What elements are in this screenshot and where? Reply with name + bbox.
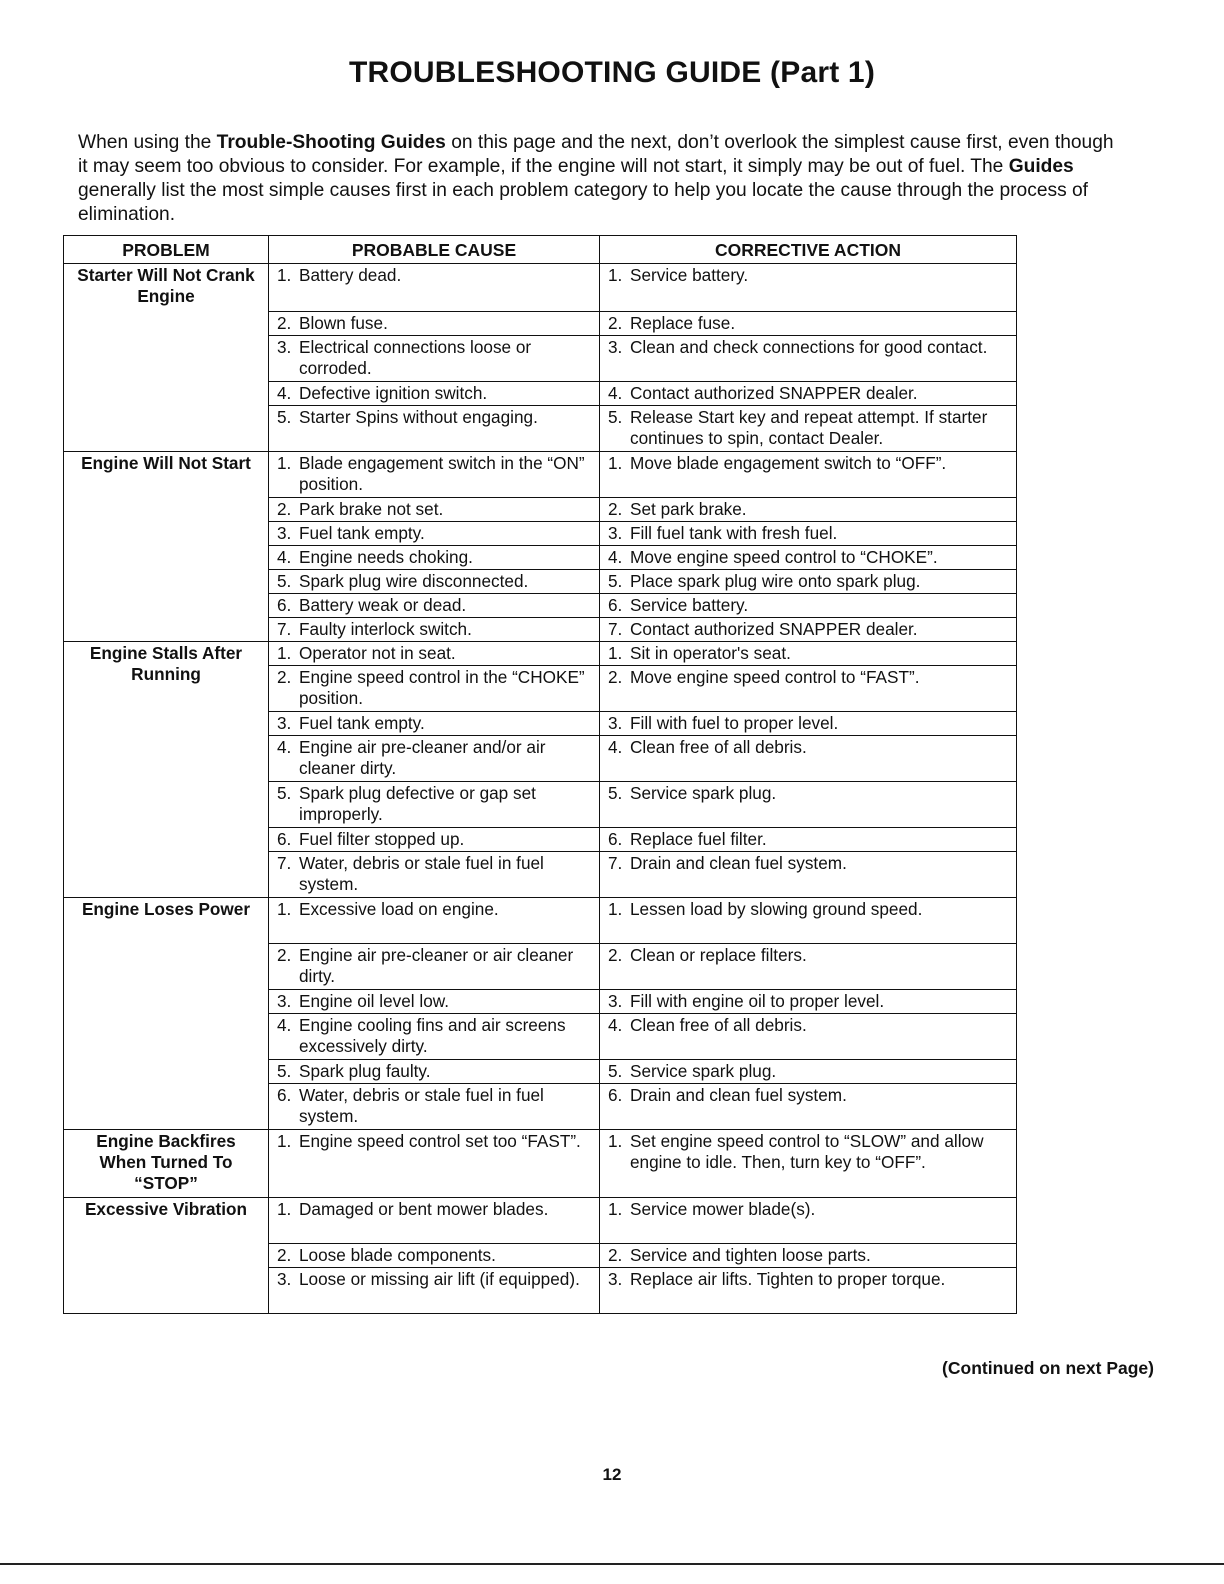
- item-number: 2.: [277, 945, 292, 965]
- action-cell: [600, 828, 1017, 852]
- cause-text: Spark plug wire disconnected.: [299, 571, 529, 591]
- action-text: Move engine speed control to “CHOKE”.: [630, 547, 938, 567]
- action-text: Service battery.: [630, 595, 749, 615]
- action-cell: [600, 990, 1017, 1014]
- cause-text: Battery dead.: [299, 265, 402, 285]
- item-number: 5.: [608, 571, 623, 591]
- cause-cell: [269, 1014, 600, 1060]
- cause-text: Damaged or bent mower blades.: [299, 1199, 549, 1219]
- cause-text: Faulty interlock switch.: [299, 619, 472, 639]
- cause-cell: [269, 736, 600, 782]
- troubleshooting-table: [63, 235, 1017, 1314]
- item-number: 6.: [277, 829, 292, 849]
- item-number: 5.: [277, 1061, 292, 1081]
- action-cell: [600, 336, 1017, 382]
- cause-text: Water, debris or stale fuel in fuel system.: [299, 853, 544, 894]
- action-text: Fill with fuel to proper level.: [630, 713, 839, 733]
- cause-cell: [269, 452, 600, 498]
- item-number: 6.: [608, 1085, 623, 1105]
- item-number: 3.: [608, 1269, 623, 1289]
- action-text: Service and tighten loose parts.: [630, 1245, 871, 1265]
- action-cell: [600, 782, 1017, 828]
- item-number: 3.: [608, 337, 623, 357]
- cause-text: Fuel filter stopped up.: [299, 829, 465, 849]
- cause-text: Blade engagement switch in the “ON” position.: [299, 453, 585, 494]
- item-number: 3.: [277, 1269, 292, 1289]
- table-row: [64, 642, 1017, 666]
- intro-text-3: generally list the most simple causes first in each problem category to help you locate the cause through the process of elimination.: [78, 180, 1089, 225]
- action-cell: [600, 1244, 1017, 1268]
- action-text: Move blade engagement switch to “OFF”.: [630, 453, 947, 473]
- action-text: Replace fuse.: [630, 313, 736, 333]
- action-cell: [600, 1014, 1017, 1060]
- action-text: Sit in operator's seat.: [630, 643, 791, 663]
- cause-text: Blown fuse.: [299, 313, 388, 333]
- item-number: 1.: [608, 1131, 623, 1151]
- action-text: Release Start key and repeat attempt. If starter continues to spin, contact Dealer.: [630, 407, 988, 448]
- table-row: [64, 452, 1017, 498]
- action-text: Replace air lifts. Tighten to proper torque.: [630, 1269, 946, 1289]
- cause-text: Engine speed control set too “FAST”.: [299, 1131, 581, 1151]
- cause-text: Loose or missing air lift (if equipped).: [299, 1269, 580, 1289]
- action-cell: [600, 1198, 1017, 1244]
- intro-bold-guides: Trouble-Shooting Guides: [216, 132, 446, 153]
- item-number: 1.: [277, 265, 292, 285]
- cause-cell: [269, 498, 600, 522]
- cause-text: Engine needs choking.: [299, 547, 473, 567]
- item-number: 4.: [277, 383, 292, 403]
- action-cell: [600, 666, 1017, 712]
- cause-cell: [269, 264, 600, 312]
- action-text: Contact authorized SNAPPER dealer.: [630, 619, 918, 639]
- cause-cell: [269, 990, 600, 1014]
- cause-text: Engine oil level low.: [299, 991, 450, 1011]
- problem-cell: Engine Will Not Start: [64, 452, 269, 642]
- item-number: 1.: [277, 453, 292, 473]
- cause-cell: [269, 1060, 600, 1084]
- action-cell: [600, 944, 1017, 990]
- action-text: Move engine speed control to “FAST”.: [630, 667, 920, 687]
- cause-text: Excessive load on engine.: [299, 899, 499, 919]
- problem-cell: Engine Backfires When Turned To “STOP”: [64, 1130, 269, 1198]
- cause-text: Operator not in seat.: [299, 643, 456, 663]
- table-header-row: [64, 236, 1017, 264]
- cause-cell: [269, 944, 600, 990]
- item-number: 1.: [277, 1131, 292, 1151]
- item-number: 4.: [277, 547, 292, 567]
- cause-text: Park brake not set.: [299, 499, 444, 519]
- table-row: [64, 1198, 1017, 1244]
- action-cell: [600, 1084, 1017, 1130]
- cause-text: Engine air pre-cleaner or air cleaner dirty.: [299, 945, 574, 986]
- action-text: Replace fuel filter.: [630, 829, 767, 849]
- action-cell: [600, 1268, 1017, 1314]
- item-number: 1.: [608, 899, 623, 919]
- page-number: 12: [602, 1465, 622, 1484]
- cause-text: Fuel tank empty.: [299, 523, 425, 543]
- item-number: 7.: [277, 853, 292, 873]
- table-row: [64, 1130, 1017, 1198]
- cause-cell: [269, 1198, 600, 1244]
- item-number: 5.: [277, 407, 292, 427]
- action-cell: [600, 618, 1017, 642]
- item-number: 3.: [277, 337, 292, 357]
- action-text: Clean or replace filters.: [630, 945, 807, 965]
- action-cell: [600, 1130, 1017, 1198]
- item-number: 2.: [608, 499, 623, 519]
- item-number: 5.: [608, 1061, 623, 1081]
- cause-text: Spark plug defective or gap set improperly.: [299, 783, 536, 824]
- cause-cell: [269, 898, 600, 944]
- item-number: 1.: [608, 1199, 623, 1219]
- item-number: 1.: [277, 899, 292, 919]
- action-cell: [600, 594, 1017, 618]
- action-cell: [600, 642, 1017, 666]
- cause-text: Battery weak or dead.: [299, 595, 467, 615]
- cause-cell: [269, 1268, 600, 1314]
- item-number: 1.: [608, 453, 623, 473]
- item-number: 5.: [277, 571, 292, 591]
- action-cell: [600, 712, 1017, 736]
- cause-text: Defective ignition switch.: [299, 383, 488, 403]
- item-number: 4.: [608, 737, 623, 757]
- action-text: Set engine speed control to “SLOW” and allow engine to idle. Then, turn key to “OFF”.: [630, 1131, 984, 1172]
- action-cell: [600, 382, 1017, 406]
- action-text: Service mower blade(s).: [630, 1199, 816, 1219]
- cause-text: Engine air pre-cleaner and/or air cleaner dirty.: [299, 737, 546, 778]
- table-body: [64, 264, 1017, 1314]
- item-number: 3.: [608, 713, 623, 733]
- item-number: 7.: [277, 619, 292, 639]
- cause-text: Spark plug faulty.: [299, 1061, 431, 1081]
- item-number: 2.: [608, 945, 623, 965]
- cause-cell: [269, 546, 600, 570]
- header-corrective-action: CORRECTIVE ACTION: [600, 236, 1017, 264]
- action-text: Contact authorized SNAPPER dealer.: [630, 383, 918, 403]
- item-number: 7.: [608, 619, 623, 639]
- problem-cell: Engine Stalls After Running: [64, 642, 269, 898]
- item-number: 4.: [608, 547, 623, 567]
- action-cell: [600, 898, 1017, 944]
- action-cell: [600, 1060, 1017, 1084]
- cause-text: Loose blade components.: [299, 1245, 496, 1265]
- item-number: 2.: [608, 1245, 623, 1265]
- cause-cell: [269, 594, 600, 618]
- page-title: TROUBLESHOOTING GUIDE (Part 1): [348, 56, 876, 89]
- item-number: 3.: [277, 523, 292, 543]
- action-text: Fill with engine oil to proper level.: [630, 991, 885, 1011]
- item-number: 4.: [608, 1015, 623, 1035]
- cause-cell: [269, 336, 600, 382]
- action-cell: [600, 522, 1017, 546]
- action-cell: [600, 312, 1017, 336]
- item-number: 1.: [277, 1199, 292, 1219]
- item-number: 1.: [277, 643, 292, 663]
- action-text: Place spark plug wire onto spark plug.: [630, 571, 921, 591]
- cause-cell: [269, 618, 600, 642]
- item-number: 5.: [608, 783, 623, 803]
- cause-text: Electrical connections loose or corroded.: [299, 337, 532, 378]
- action-cell: [600, 452, 1017, 498]
- problem-cell: Starter Will Not Crank Engine: [64, 264, 269, 452]
- action-text: Lessen load by slowing ground speed.: [630, 899, 923, 919]
- item-number: 5.: [277, 783, 292, 803]
- action-cell: [600, 264, 1017, 312]
- cause-cell: [269, 382, 600, 406]
- cause-cell: [269, 1084, 600, 1130]
- item-number: 6.: [277, 1085, 292, 1105]
- item-number: 2.: [277, 313, 292, 333]
- cause-cell: [269, 852, 600, 898]
- action-text: Drain and clean fuel system.: [630, 1085, 847, 1105]
- item-number: 3.: [608, 991, 623, 1011]
- action-text: Fill fuel tank with fresh fuel.: [630, 523, 838, 543]
- item-number: 2.: [277, 499, 292, 519]
- item-number: 7.: [608, 853, 623, 873]
- cause-cell: [269, 406, 600, 452]
- action-cell: [600, 546, 1017, 570]
- cause-text: Engine cooling fins and air screens excessively dirty.: [299, 1015, 566, 1056]
- item-number: 4.: [277, 1015, 292, 1035]
- cause-text: Fuel tank empty.: [299, 713, 425, 733]
- item-number: 2.: [277, 667, 292, 687]
- action-text: Set park brake.: [630, 499, 747, 519]
- cause-text: Engine speed control in the “CHOKE” position.: [299, 667, 585, 708]
- intro-paragraph: [78, 131, 1118, 227]
- continued-note: (Continued on next Page): [942, 1358, 1154, 1378]
- item-number: 4.: [277, 737, 292, 757]
- intro-bold-guides-2: Guides: [1008, 156, 1074, 177]
- cause-text: Water, debris or stale fuel in fuel system.: [299, 1085, 544, 1126]
- table-row: [64, 898, 1017, 944]
- intro-text-2: on this page and the next, don’t overlook the simplest cause first, even though it may seem too obvious to consider. For example, if the engine will not start, it simply may be out of fuel. The: [78, 132, 1114, 177]
- action-text: Service spark plug.: [630, 1061, 777, 1081]
- item-number: 3.: [277, 713, 292, 733]
- item-number: 2.: [608, 313, 623, 333]
- action-text: Service spark plug.: [630, 783, 777, 803]
- item-number: 3.: [277, 991, 292, 1011]
- table-row: [64, 264, 1017, 312]
- item-number: 6.: [608, 829, 623, 849]
- item-number: 1.: [608, 265, 623, 285]
- item-number: 6.: [277, 595, 292, 615]
- action-text: Clean free of all debris.: [630, 1015, 807, 1035]
- cause-cell: [269, 570, 600, 594]
- cause-text: Starter Spins without engaging.: [299, 407, 538, 427]
- cause-cell: [269, 312, 600, 336]
- action-text: Clean free of all debris.: [630, 737, 807, 757]
- header-problem: PROBLEM: [64, 236, 269, 264]
- cause-cell: [269, 1130, 600, 1198]
- item-number: 1.: [608, 643, 623, 663]
- action-cell: [600, 406, 1017, 452]
- action-cell: [600, 852, 1017, 898]
- action-cell: [600, 570, 1017, 594]
- problem-cell: Engine Loses Power: [64, 898, 269, 1130]
- intro-text-1: When using the: [78, 132, 217, 153]
- action-cell: [600, 736, 1017, 782]
- action-text: Clean and check connections for good contact.: [630, 337, 988, 357]
- action-text: Drain and clean fuel system.: [630, 853, 847, 873]
- item-number: 3.: [608, 523, 623, 543]
- cause-cell: [269, 666, 600, 712]
- cause-cell: [269, 522, 600, 546]
- item-number: 2.: [277, 1245, 292, 1265]
- item-number: 4.: [608, 383, 623, 403]
- item-number: 6.: [608, 595, 623, 615]
- action-text: Service battery.: [630, 265, 749, 285]
- cause-cell: [269, 782, 600, 828]
- bottom-rule: [0, 1563, 1224, 1565]
- cause-cell: [269, 642, 600, 666]
- cause-cell: [269, 828, 600, 852]
- item-number: 5.: [608, 407, 623, 427]
- header-probable-cause: PROBABLE CAUSE: [269, 236, 600, 264]
- cause-cell: [269, 1244, 600, 1268]
- action-cell: [600, 498, 1017, 522]
- problem-cell: Excessive Vibration: [64, 1198, 269, 1314]
- item-number: 2.: [608, 667, 623, 687]
- cause-cell: [269, 712, 600, 736]
